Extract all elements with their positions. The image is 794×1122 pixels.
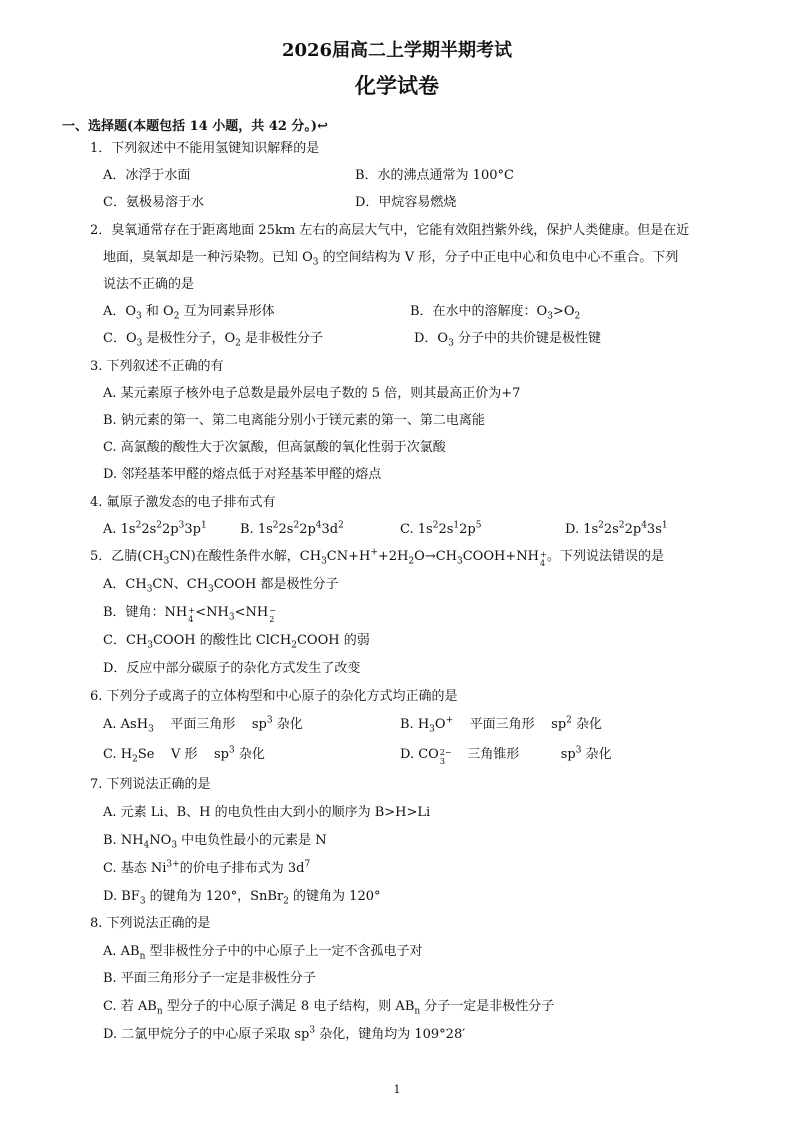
q4-option-b: B. $1s^22s^22p^43d^2$ bbox=[240, 520, 344, 537]
q4-option-d: D. $1s^22s^22p^43s^1$ bbox=[565, 520, 668, 537]
q4-stem: 4. 氟原子激发态的电子排布式有 bbox=[90, 495, 276, 510]
q8-option-a: A. $AB_n$ 型非极性分子中的中心原子上一定不含孤电子对 bbox=[103, 944, 423, 962]
q2-option-b: B．在水中的溶解度：$O_3>O_2$ bbox=[410, 304, 581, 322]
exam-title: 2026届高二上学期半期考试 bbox=[281, 40, 513, 61]
q5-stem: 5．乙腈$(CH_3CN)$在酸性条件水解，$CH_3CN+H^++2H_2O\to CH_3COOH+NH$ + 4 。下列说法错误的是 bbox=[90, 547, 664, 568]
q8-option-d: D. 二氯甲烷分子的中心原子采取 $sp^3$ 杂化，键角均为 109°28′ bbox=[103, 1025, 466, 1042]
q1-option-a: A．冰浮于水面 bbox=[103, 168, 191, 183]
q2-stem-line2: 地面，臭氧却是一种污染物。已知 $O_3$ 的空间结构为 V 形，分子中正电中心和负电中心不重合。下列 bbox=[103, 250, 679, 268]
q7-option-d: D. $BF_3$ 的键角为 120°，SnBr$_2$ 的键角为 120° bbox=[103, 889, 381, 907]
q5-option-a: A．$CH_3CN$、$CH_3COOH$ 都是极性分子 bbox=[103, 577, 339, 595]
q3-option-d: D. 邻羟基苯甲醛的熔点低于对羟基苯甲醛的熔点 bbox=[103, 467, 382, 482]
q7-option-c: C. 基态 $Ni^{3+}$的价电子排布式为 $3d^7$ bbox=[103, 859, 311, 876]
q2-stem-line3: 说法不正确的是 bbox=[103, 277, 195, 292]
section-heading: 一、选择题(本题包括 14 小题，共 42 分。)↩ bbox=[62, 119, 328, 134]
q5-option-b: B．键角：NH + 4 $<NH_3<NH$ − 2 bbox=[103, 605, 276, 624]
q1-stem: 1．下列叙述中不能用氢键知识解释的是 bbox=[90, 141, 320, 156]
q8-stem: 8. 下列说法正确的是 bbox=[90, 916, 211, 931]
q5-option-d: D．反应中部分碳原子的杂化方式发生了改变 bbox=[103, 661, 361, 676]
q2-stem-line1: 2．臭氧通常存在于距离地面 25km 左右的高层大气中，它能有效阻挡紫外线，保护人类健康。但是在近 bbox=[90, 223, 690, 238]
q8-option-c: C. 若 $AB_n$ 型分子的中心原子满足 8 电子结构，则 $AB_n$ 分子一定是非极性分子 bbox=[103, 999, 555, 1017]
q6-stem: 6. 下列分子或离子的立体构型和中心原子的杂化方式均正确的是 bbox=[90, 689, 458, 704]
q6-option-d: D. CO 2− 3 三角锥形 $sp^3$ 杂化 bbox=[400, 745, 612, 766]
q3-option-b: B. 钠元素的第一、第二电离能分别小于镁元素的第一、第二电离能 bbox=[103, 413, 485, 428]
q5-option-c: C．$CH_3COOH$ 的酸性比 ClCH$_2$COOH 的弱 bbox=[103, 633, 370, 651]
q1-option-b: B．水的沸点通常为 100°C bbox=[355, 168, 514, 183]
q3-option-a: A. 某元素原子核外电子总数是最外层电子数的 5 倍，则其最高正价为+7 bbox=[103, 386, 521, 401]
q8-option-b: B. 平面三角形分子一定是非极性分子 bbox=[103, 971, 316, 986]
q3-stem: 3. 下列叙述不正确的有 bbox=[90, 359, 224, 374]
q1-option-c: C．氨极易溶于水 bbox=[103, 195, 204, 210]
q6-option-b: B. $H_3O^+$ 平面三角形 $sp^2$ 杂化 bbox=[400, 715, 603, 735]
q2-option-d: D．$O_3$ 分子中的共价键是极性键 bbox=[414, 331, 601, 349]
q1-option-d: D．甲烷容易燃烧 bbox=[355, 195, 457, 210]
exam-subject: 化学试卷 bbox=[355, 73, 439, 98]
q7-option-a: A. 元素 Li、B、H 的电负性由大到小的顺序为 B>H>Li bbox=[103, 805, 431, 820]
q7-option-b: B. $NH_4NO_3$ 中电负性最小的元素是 N bbox=[103, 833, 327, 851]
q3-option-c: C. 高氯酸的酸性大于次氯酸，但高氯酸的氧化性弱于次氯酸 bbox=[103, 440, 446, 455]
q6-option-c: C. $H_2Se$ V 形 $sp^3$ 杂化 bbox=[103, 745, 265, 765]
q4-option-a: A. $1s^22s^22p^33p^1$ bbox=[103, 520, 207, 537]
page-number: 1 bbox=[393, 1083, 401, 1096]
q2-option-a: A．$O_3$ 和 $O_2$ 互为同素异形体 bbox=[103, 304, 275, 322]
q4-option-c: C. $1s^22s^12p^5$ bbox=[400, 520, 482, 537]
q7-stem: 7. 下列说法正确的是 bbox=[90, 777, 211, 792]
q2-option-c: C．$O_3$ 是极性分子，$O_2$ 是非极性分子 bbox=[103, 331, 324, 349]
q6-option-a: A. AsH$_3$ 平面三角形 $sp^3$ 杂化 bbox=[103, 715, 303, 735]
